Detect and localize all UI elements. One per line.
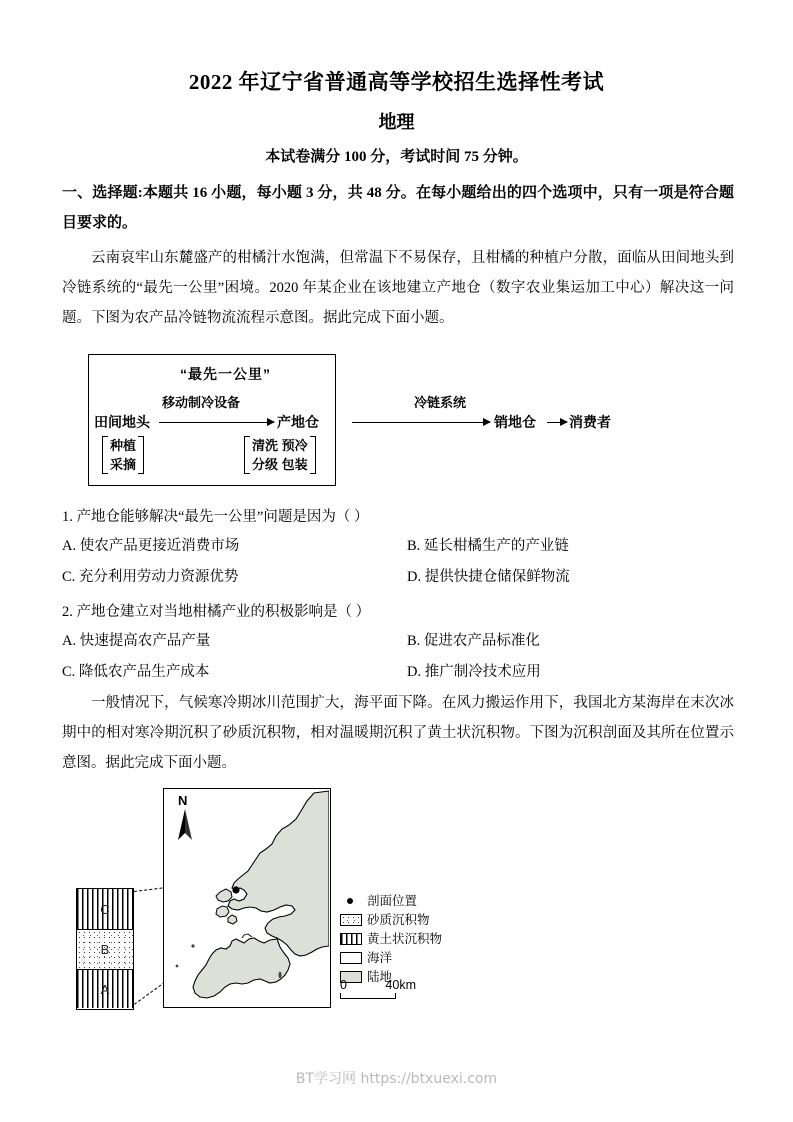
cold-chain-label: 冷链系统 xyxy=(414,395,467,410)
footer-watermark: BT学习网 https://btxuexi.com xyxy=(295,1071,498,1087)
question-1-options xyxy=(62,535,734,588)
subject-title: 地理 xyxy=(378,112,415,132)
sand-pattern-swatch xyxy=(340,914,362,926)
map-legend xyxy=(340,892,442,987)
question-2 xyxy=(62,598,734,683)
legend-label-loess: 黄土状沉积物 xyxy=(367,931,443,946)
scale-max-label: 40km xyxy=(385,978,416,992)
question-1-option-d[interactable]: D. 提供快捷仓储保鲜物流 xyxy=(407,569,570,585)
field-subprocess-brace xyxy=(102,436,144,474)
legend-item-ocean xyxy=(340,949,442,966)
question-2-option-d[interactable]: D. 推广制冷技术应用 xyxy=(407,664,541,680)
node-field: 田间地头 xyxy=(94,414,150,430)
profile-location-dot xyxy=(232,886,239,893)
north-arrow-glyph xyxy=(174,808,198,842)
question-1-stem xyxy=(62,503,734,531)
score-and-time-line: 本试卷满分 100 分，考试时间 75 分钟。 xyxy=(265,149,528,165)
strat-layer-a xyxy=(77,969,133,1008)
strat-layer-b-label: B xyxy=(100,942,110,957)
map-scale-bar xyxy=(340,978,416,999)
strat-layer-c xyxy=(77,889,133,929)
section-instruction: 一、选择题:本题共 16 小题，每小题 3 分，共 48 分。在每小题给出的四个选项中，只有一项是符合题目要求的。 xyxy=(62,185,734,231)
loess-pattern-swatch xyxy=(340,933,362,945)
question-1-option-b[interactable]: B. 延长柑橘生产的产业链 xyxy=(407,538,569,554)
legend-item-profile-location xyxy=(340,892,442,909)
arrow-sales-to-consumer xyxy=(547,422,567,423)
question-1-option-a[interactable]: A. 使农产品更接近消费市场 xyxy=(62,538,240,554)
node-consumer: 消费者 xyxy=(569,414,611,430)
question-2-option-c[interactable]: C. 降低农产品生产成本 xyxy=(62,664,210,680)
question-1-text: 产地仓能够解决“最先一公里”问题是因为（ ） xyxy=(76,509,369,525)
question-2-number: 2. xyxy=(62,604,73,620)
legend-item-sand xyxy=(340,911,442,928)
node-sales-warehouse: 销地仓 xyxy=(494,414,536,430)
question-2-stem xyxy=(62,598,734,626)
profile-dot-icon xyxy=(340,895,362,907)
page-title: 2022 年辽宁省普通高等学校招生选择性考试 xyxy=(188,70,605,94)
question-2-option-a[interactable]: A. 快速提高农产品产量 xyxy=(62,633,211,649)
arrow-field-to-origin xyxy=(159,422,274,423)
field-sub-1: 种植 xyxy=(110,438,137,453)
mobile-cooling-label: 移动制冷设备 xyxy=(162,395,241,410)
question-1-number: 1. xyxy=(62,509,73,525)
question-1-option-c[interactable]: C. 充分利用劳动力资源优势 xyxy=(62,569,239,585)
passage-citrus-cold-chain: 云南哀牢山东麓盛产的柑橘汁水饱满，但常温下不易保存，且柑橘的种植户分散，面临从田间地头到冷链系统的“最先一公里”困境。2020 年某企业在该地建立产地仓（数字农业集运加工中心）解决这一问题。下图为农产品冷链物流流程示意图。据此完成下面小题。 xyxy=(62,250,734,326)
legend-label-ocean: 海洋 xyxy=(367,950,393,965)
origin-sub-1: 清洗 预冷 xyxy=(252,438,308,453)
legend-label-land: 陆地 xyxy=(367,969,393,984)
strat-layer-a-label: A xyxy=(100,981,110,997)
brace-right-bar xyxy=(310,436,316,474)
question-2-text: 产地仓建立对当地柑橘产业的积极影响是（ ） xyxy=(76,604,371,620)
strat-layer-b xyxy=(77,929,133,969)
scale-bar-numbers xyxy=(340,978,416,992)
question-1 xyxy=(62,503,734,588)
north-label: N xyxy=(178,793,188,808)
cold-chain-flow-diagram xyxy=(62,350,734,495)
question-2-option-b[interactable]: B. 促进农产品标准化 xyxy=(407,633,540,649)
islet-2 xyxy=(176,965,179,968)
islet-3 xyxy=(279,972,282,979)
legend-label-profile-location: 剖面位置 xyxy=(367,893,418,908)
field-sub-2: 采摘 xyxy=(110,457,137,472)
ocean-swatch xyxy=(340,952,362,964)
node-origin-warehouse: 产地仓 xyxy=(277,414,319,430)
origin-sub-2: 分级 包装 xyxy=(252,457,308,472)
brace-right-bar xyxy=(138,436,144,474)
islet-1 xyxy=(191,944,194,947)
legend-label-sand: 砂质沉积物 xyxy=(367,912,430,927)
north-arrow-icon xyxy=(174,795,198,841)
strat-layer-c-label: C xyxy=(100,901,110,917)
scale-bar-graphic xyxy=(340,993,396,999)
arrow-origin-to-sales xyxy=(352,422,490,423)
stratigraphic-column xyxy=(76,888,134,1010)
field-subprocess-list xyxy=(108,436,138,474)
scale-min-label: 0 xyxy=(340,978,347,992)
origin-subprocess-brace xyxy=(244,436,316,474)
location-map xyxy=(163,788,331,1008)
first-mile-label: “最先一公里” xyxy=(180,366,271,382)
origin-subprocess-list xyxy=(250,436,310,474)
question-2-options xyxy=(62,630,734,683)
passage-coastal-sediment: 一般情况下，气候寒冷期冰川范围扩大，海平面下降。在风力搬运作用下，我国北方某海岸在末次冰期中的相对寒冷期沉积了砂质沉积物，相对温暖期沉积了黄土状沉积物。下图为沉积剖面及其所在位置示意图。据此完成下面小题。 xyxy=(62,695,734,771)
legend-item-loess xyxy=(340,930,442,947)
sediment-profile-location-figure xyxy=(62,780,734,1025)
